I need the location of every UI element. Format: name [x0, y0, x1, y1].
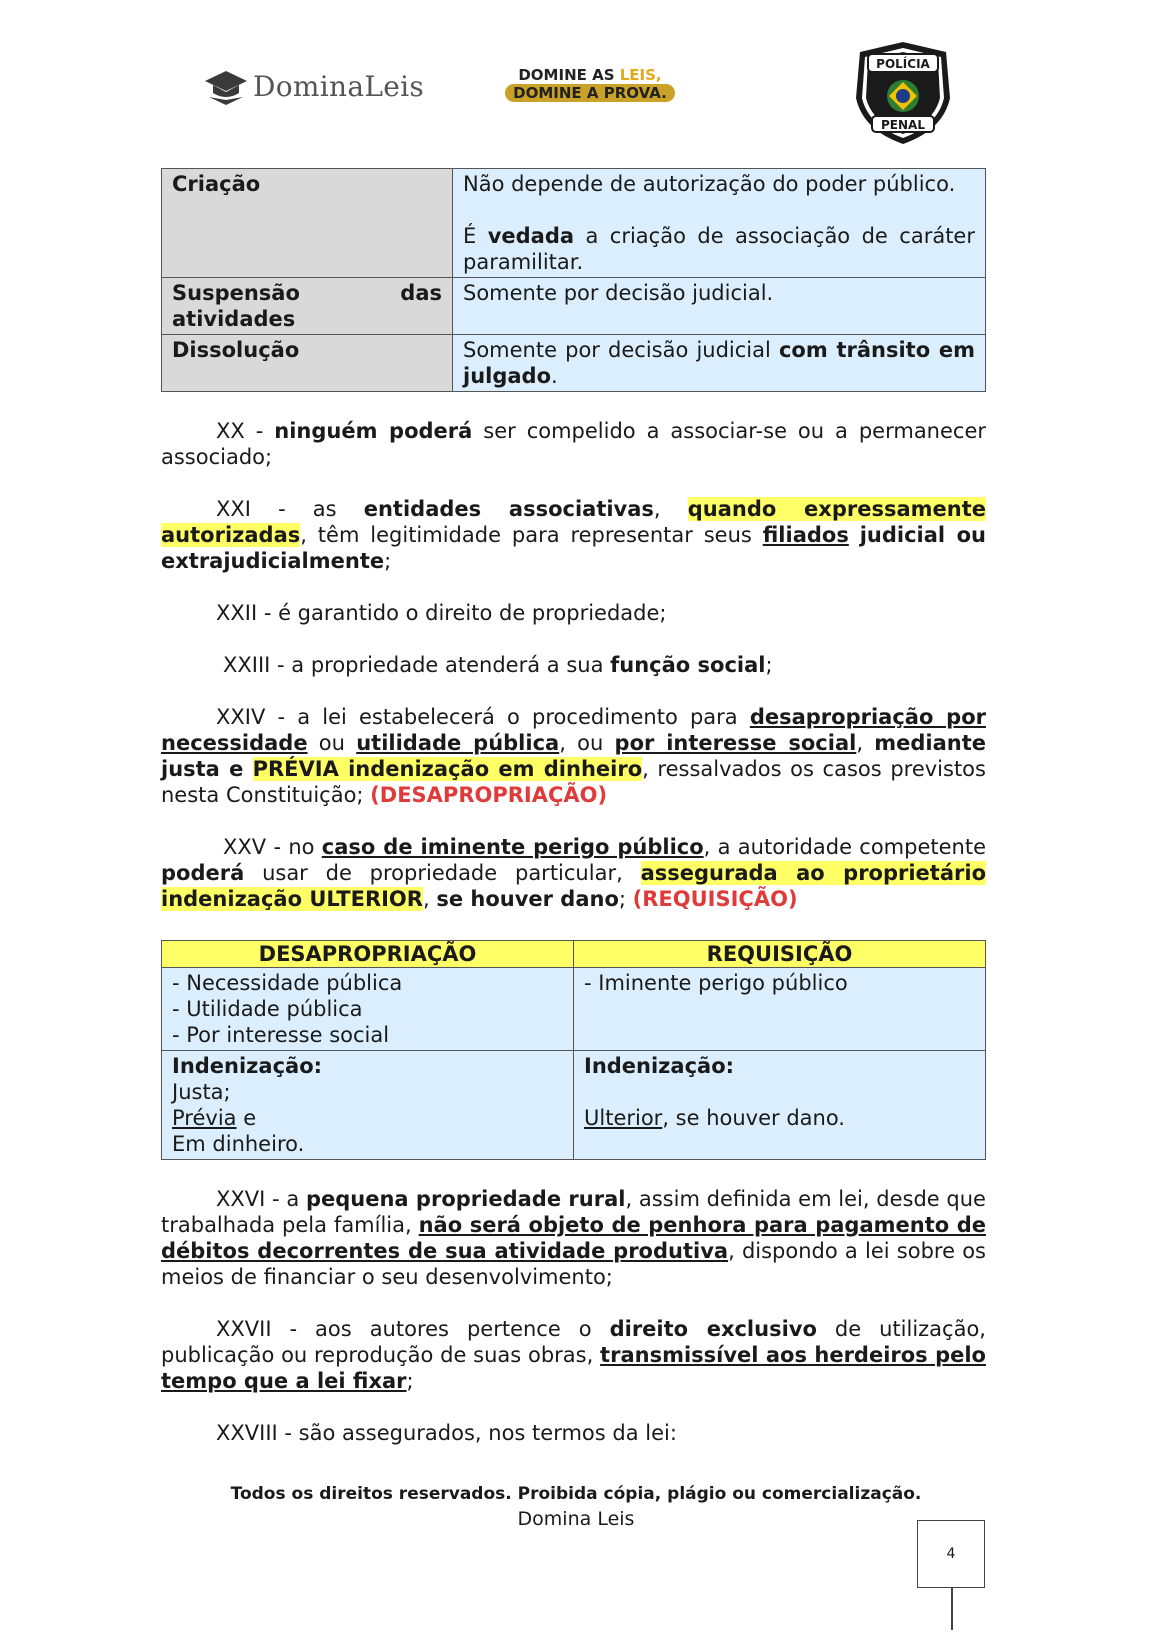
- row-value: [453, 335, 986, 392]
- policia-penal-badge-icon: [848, 38, 958, 148]
- slogan: [500, 66, 680, 102]
- paragraph-xxiv: XXIV - a lei estabelecerá o procedimento para desapropriação por necessidade ou utilidade pública, ou por interesse social, mediante justa e PRÉVIA indenização em dinheiro, ressalvados os casos previstos nesta Constituição; (DESAPROPRIAÇÃO): [161, 705, 987, 807]
- table-row: [162, 968, 986, 1051]
- row-label: Dissolução: [162, 335, 453, 392]
- table-row: [162, 278, 986, 335]
- table-row: [162, 1051, 986, 1160]
- table-cell: [162, 1051, 574, 1160]
- page-number: 4: [917, 1520, 985, 1588]
- paragraph-xxvi: XXVI - a pequena propriedade rural, assim definida em lei, desde que trabalhada pela família, não será objeto de penhora para pagamento de débitos decorrentes de sua atividade produtiva, dispondo a lei sobre os meios de financiar o seu desenvolvimento;: [161, 1187, 986, 1289]
- paragraph-xxi: XXI - as entidades associativas, quando expressamente autorizadas, têm legitimidade para representar seus filiados judicial ou extrajudicialmente;: [161, 497, 987, 573]
- text-bold: com trânsito em julgado: [463, 338, 976, 388]
- row-label: Criação: [162, 169, 453, 278]
- list-item: Ulterior, se houver dano.: [584, 1106, 845, 1130]
- list-item: - Iminente perigo público: [584, 971, 848, 995]
- badge-bottom-text: PENAL: [881, 118, 925, 132]
- desapropriacao-requisicao-table: [161, 940, 986, 1160]
- copyright-notice: Todos os direitos reservados. Proibida cópia, plágio ou comercialização.: [230, 1484, 922, 1504]
- text-segment: .: [551, 364, 558, 388]
- table-cell: [574, 1051, 986, 1160]
- brand-name: DominaLeis: [253, 69, 425, 103]
- paragraph-xxvii: XXVII - aos autores pertence o direito exclusivo de utilização, publicação ou reprodução de suas obras, transmissível aos herdeiros pelo tempo que a lei fixar;: [161, 1317, 986, 1393]
- column-header: REQUISIÇÃO: [574, 941, 986, 968]
- page-number-line: [951, 1588, 953, 1630]
- main-content: [161, 168, 986, 1446]
- indenizacao-label: Indenização:: [584, 1054, 735, 1078]
- paragraph-xxiii: XXIII - a propriedade atenderá a sua função social;: [223, 653, 773, 677]
- paragraph-xxii: XXII - é garantido o direito de propriedade;: [216, 601, 667, 625]
- page-header: [0, 30, 1152, 140]
- table-cell: [162, 968, 574, 1051]
- row-value: [453, 169, 986, 278]
- label-segment: Suspensão: [172, 281, 300, 305]
- paragraph-xxviii: XXVIII - são assegurados, nos termos da lei:: [216, 1421, 677, 1445]
- row-value: Somente por decisão judicial.: [453, 278, 986, 335]
- list-item: Prévia e: [172, 1106, 257, 1130]
- dominaleis-logo: [203, 66, 424, 106]
- list-item: Em dinheiro.: [172, 1132, 305, 1156]
- list-item: - Por interesse social: [172, 1023, 390, 1047]
- slogan-line1-b: LEIS,: [619, 66, 662, 84]
- paragraph-xx: XX - ninguém poderá ser compelido a associar-se ou a permanecer associado;: [161, 419, 987, 469]
- row-value-line: [463, 223, 975, 275]
- table-header-row: [162, 941, 986, 968]
- row-value-line: Não depende de autorização do poder público.: [463, 172, 956, 196]
- label-segment: das: [400, 281, 442, 305]
- list-item: - Utilidade pública: [172, 997, 363, 1021]
- column-header: DESAPROPRIAÇÃO: [162, 941, 574, 968]
- graduation-cap-icon: [203, 67, 249, 105]
- label-segment: atividades: [172, 307, 296, 331]
- slogan-line2: DOMINE A PROVA.: [505, 84, 675, 102]
- row-label: [162, 278, 453, 335]
- list-item: Justa;: [172, 1080, 231, 1104]
- footer-brand: Domina Leis: [517, 1508, 635, 1530]
- slogan-line1-a: DOMINE AS: [518, 66, 620, 84]
- list-item: - Necessidade pública: [172, 971, 403, 995]
- text-segment: a criação de associação de caráter paramilitar.: [463, 224, 975, 274]
- table-row: [162, 335, 986, 392]
- table-cell: [574, 968, 986, 1051]
- text-segment: Somente por decisão judicial: [463, 338, 779, 362]
- table-row: [162, 169, 986, 278]
- badge-top-text: POLÍCIA: [876, 57, 930, 71]
- text-segment: É: [463, 224, 488, 248]
- indenizacao-label: Indenização:: [172, 1054, 323, 1078]
- paragraph-xxv: XXV - no caso de iminente perigo público, a autoridade competente poderá usar de propriedade particular, assegurada ao proprietário indenização ULTERIOR, se houver dano; (REQUISIÇÃO): [161, 835, 987, 911]
- associacao-table: [161, 168, 986, 392]
- text-bold: vedada: [487, 224, 575, 248]
